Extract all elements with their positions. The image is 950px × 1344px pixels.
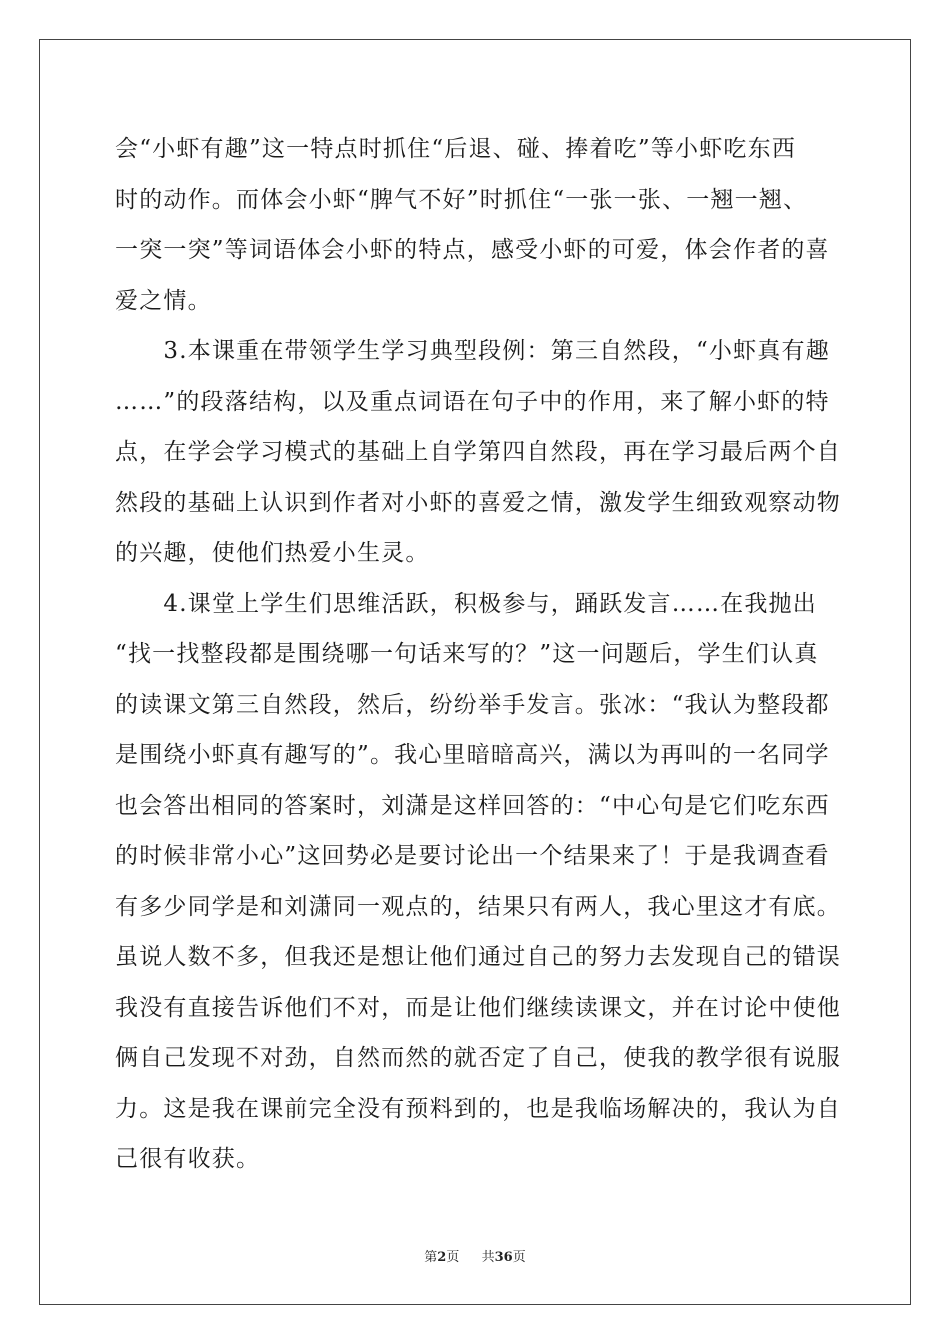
total-suffix: 页 [512,1250,526,1265]
text-line: 爱之情。 [115,287,212,314]
text-line: 虽说人数不多，但我还是想让他们通过自己的努力去发现自己的错误 [115,944,841,970]
text-line: 然段的基础上认识到作者对小虾的喜爱之情，激发学生细致观察动物 [115,489,841,516]
text-line: 力。这是我在课前完全没有预料到的，也是我临场解决的，我认为自 [115,1095,841,1122]
text-line: “找一找整段都是围绕哪一句话来写的？”这一问题后，学生们认真 [115,641,819,667]
text-line: 的兴趣，使他们热爱小生灵。 [115,540,430,566]
page-total-group [482,1246,526,1265]
text-line: 会“小虾有趣”这一特点时抓住“后退、碰、捧着吃”等小虾吃东西 [115,136,797,162]
text-line: 俩自己发现不对劲，自然而然的就否定了自己，使我的教学很有说服 [115,1045,841,1071]
page-number-group [424,1246,459,1265]
page-footer [0,1246,950,1265]
page-prefix: 第 [424,1250,438,1265]
page-total: 36 [494,1250,513,1265]
text-line: 我没有直接告诉他们不对，而是让他们继续读课文，并在讨论中使他 [115,994,841,1021]
text-line: 有多少同学是和刘潇同一观点的，结果只有两人，我心里这才有底。 [115,893,841,920]
text-line: 一突一突”等词语体会小虾的特点，感受小虾的可爱，体会作者的喜 [115,237,830,263]
text-line: 是围绕小虾真有趣写的”。我心里暗暗高兴，满以为再叫的一名同学 [115,742,830,768]
text-line: 3.本课重在带领学生学习典型段例：第三自然段，“小虾真有趣 [115,338,830,364]
text-line: 己很有收获。 [115,1146,261,1172]
page-suffix: 页 [446,1250,460,1265]
text-line: 的读课文第三自然段，然后，纷纷举手发言。张冰：“我认为整段都 [115,691,830,718]
text-line: 的时候非常小心”这回势必是要讨论出一个结果来了！于是我调查看 [115,843,830,869]
text-line: 4.课堂上学生们思维活跃，积极参与，踊跃发言……在我抛出 [115,590,817,617]
document-body [115,124,841,1185]
text-line: 也会答出相同的答案时，刘潇是这样回答的：“中心句是它们吃东西 [115,792,830,819]
text-line: 点，在学会学习模式的基础上自学第四自然段，再在学习最后两个自 [115,439,841,465]
text-line: 时的动作。而体会小虾“脾气不好”时抓住“一张一张、一翘一翘、 [115,186,808,213]
total-prefix: 共 [481,1250,495,1265]
page-current: 2 [437,1250,447,1265]
text-line: ……”的段落结构，以及重点词语在句子中的作用，来了解小虾的特 [115,388,830,415]
